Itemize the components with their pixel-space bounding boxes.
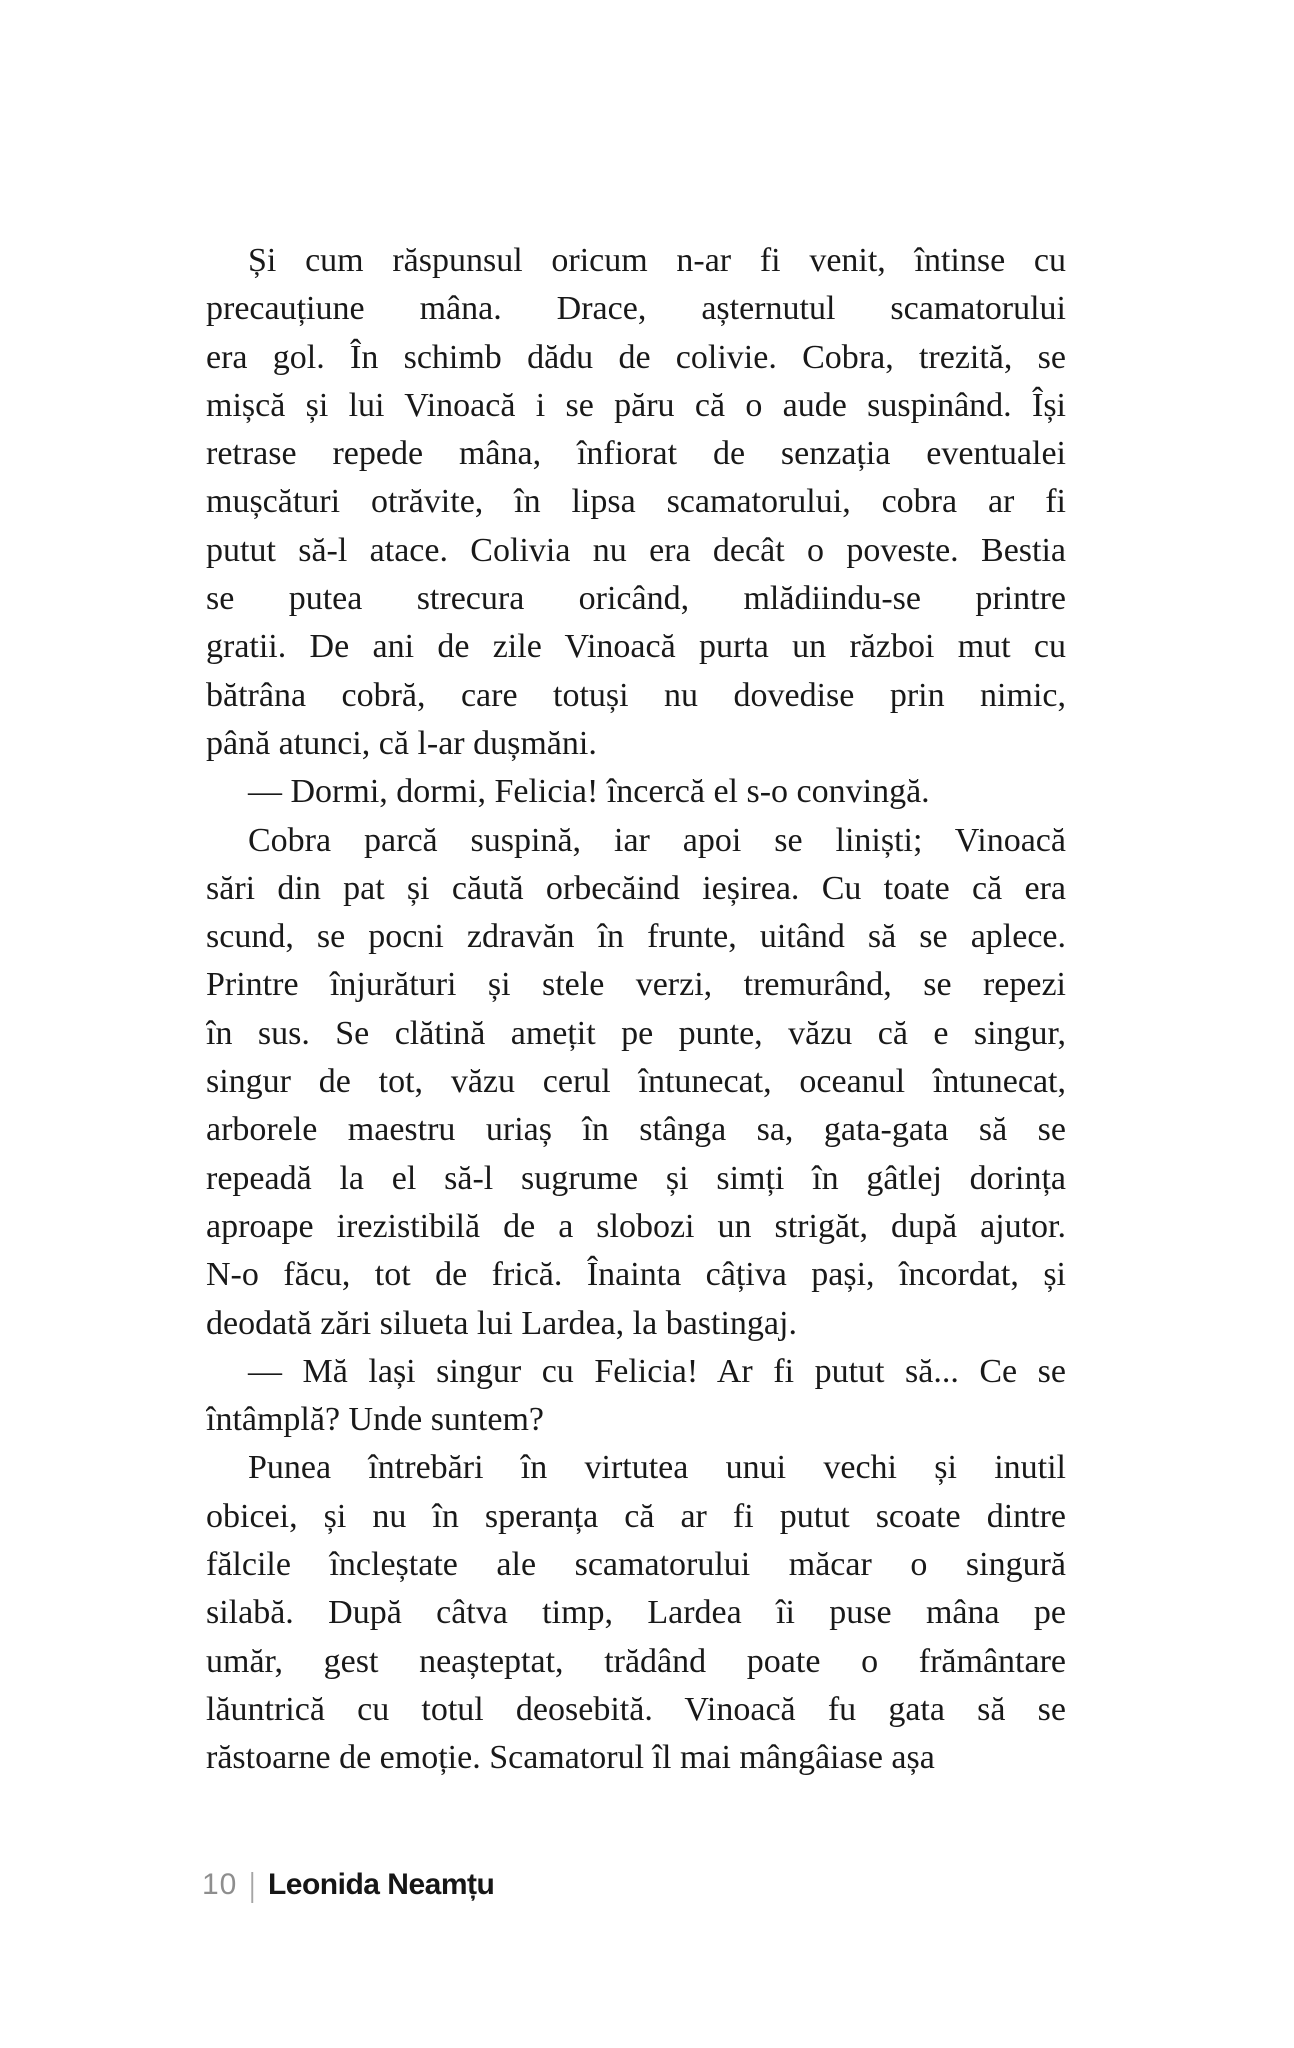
text-line: se putea strecura oricând, mlădiindu-se printre xyxy=(206,580,1066,618)
text-line: până atunci, că l-ar dușmăni. xyxy=(206,724,597,762)
text-line: precauțiune mâna. Drace, așternutul scamatorului xyxy=(206,290,1066,328)
text-line-dialogue: — Dormi, dormi, Felicia! încercă el s-o convingă. xyxy=(248,773,930,811)
text-line: deodată zări silueta lui Lardea, la bastingaj. xyxy=(206,1304,797,1342)
text-line: Și cum răspunsul oricum n-ar fi venit, întinse cu xyxy=(248,242,1066,279)
text-line: aproape irezistibilă de a slobozi un strigăt, după ajutor. xyxy=(206,1207,1066,1245)
text-line: repeadă la el să-l sugrume și simți în gâtlej dorința xyxy=(206,1159,1066,1197)
text-line: bătrâna cobră, care totuși nu dovedise prin nimic, xyxy=(206,676,1066,714)
text-line: Printre înjurături și stele verzi, tremurând, se repezi xyxy=(206,966,1066,1004)
text-line: gratii. De ani de zile Vinoacă purta un război mut cu xyxy=(206,628,1066,666)
text-line: obicei, și nu în speranța că ar fi putut scoate dintre xyxy=(206,1497,1066,1535)
text-line: silabă. După câtva timp, Lardea îi puse mâna pe xyxy=(206,1594,1066,1632)
text-line: lăuntrică cu totul deosebită. Vinoacă fu gata să se xyxy=(206,1690,1066,1728)
text-line: singur de tot, văzu cerul întunecat, oceanul întunecat, xyxy=(206,1063,1066,1101)
text-line: retrase repede mâna, înfiorat de senzația eventualei xyxy=(206,435,1066,473)
text-line: N-o făcu, tot de frică. Înainta câțiva pași, încordat, și xyxy=(206,1256,1066,1294)
text-line: întâmplă? Unde suntem? xyxy=(206,1401,545,1439)
text-line: sări din pat și căută orbecăind ieșirea. Cu toate că era xyxy=(206,869,1066,907)
body-text-block xyxy=(206,237,1066,1783)
page-footer xyxy=(202,1866,494,1904)
page-number: 10 xyxy=(202,1868,238,1901)
text-line: era gol. În schimb dădu de colivie. Cobra, trezită, se xyxy=(206,338,1066,376)
text-line: fălcile încleștate ale scamatorului măcar o singură xyxy=(206,1546,1066,1584)
text-line: arborele maestru uriaș în stânga sa, gata-gata să se xyxy=(206,1111,1066,1149)
footer-separator: | xyxy=(249,1866,256,1903)
text-line: putut să-l atace. Colivia nu era decât o poveste. Bestia xyxy=(206,531,1066,569)
text-line: Cobra parcă suspină, iar apoi se liniști; Vinoacă xyxy=(248,821,1066,859)
text-line: Punea întrebări în virtutea unui vechi și inutil xyxy=(248,1449,1066,1487)
text-line: răstoarne de emoție. Scamatorul îl mai mângâiase așa xyxy=(206,1739,935,1777)
text-line: mișcă și lui Vinoacă i se păru că o aude suspinând. Își xyxy=(206,386,1066,424)
text-line: umăr, gest neașteptat, trădând poate o frământare xyxy=(206,1642,1066,1680)
author-name: Leonida Neamțu xyxy=(267,1868,495,1901)
text-line: în sus. Se clătină amețit pe punte, văzu că e singur, xyxy=(206,1014,1066,1052)
text-line: scund, se pocni zdravăn în frunte, uitând să se aplece. xyxy=(206,918,1066,956)
text-line: mușcături otrăvite, în lipsa scamatorului, cobra ar fi xyxy=(206,483,1066,521)
text-line-dialogue: — Mă lași singur cu Felicia! Ar fi putut să... Ce se xyxy=(248,1352,1066,1390)
